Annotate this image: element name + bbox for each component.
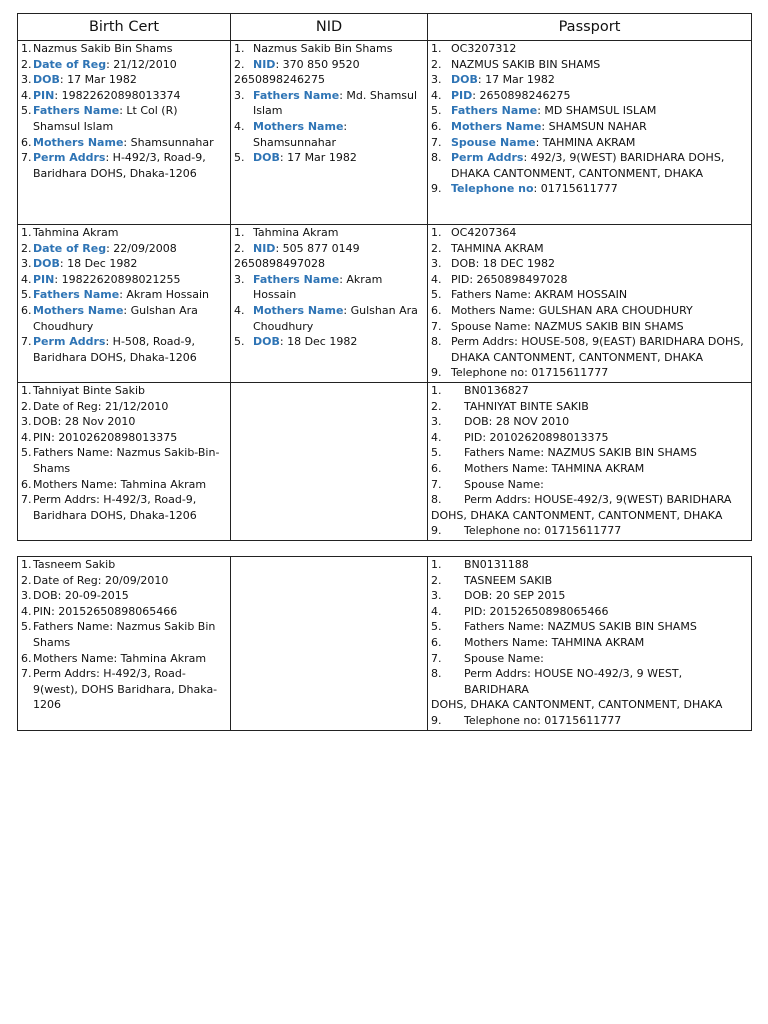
passport-list <box>431 557 749 729</box>
list-item: 2. TAHMINA AKRAM <box>431 241 544 255</box>
list-item: 4. PID: 20102620898013375 <box>431 430 609 444</box>
birth-cert-cell <box>18 557 231 731</box>
list-item: 8. Perm Addrs: HOUSE-508, 9(EAST) BARIDHARA DOHS, DHAKA CANTONMENT, CANTONMENT, DHAKA <box>431 335 744 364</box>
list-item: 4. PIN: 19822620898021255 <box>21 272 181 286</box>
list-item: 1. OC4207364 <box>431 226 517 239</box>
list-item: 1. BN0131188 <box>431 558 529 571</box>
list-item: 5. Fathers Name: NAZMUS SAKIB BIN SHAMS <box>431 620 697 634</box>
list-item: 5. Fathers Name: Lt Col (R) Shamsul Islam <box>21 104 178 133</box>
nid-continuation: 2650898246275 <box>234 73 325 87</box>
birth-cert-list <box>21 41 228 181</box>
header-nid: NID <box>231 14 428 41</box>
list-item: 4. PID: 2650898246275 <box>431 88 571 102</box>
list-item: 6. Mothers Name: Tahmina Akram <box>21 477 207 491</box>
documents-table-continued <box>17 556 752 731</box>
list-item: 5. DOB: 18 Dec 1982 <box>234 335 358 349</box>
list-item: 6. Mothers Name: SHAMSUN NAHAR <box>431 119 647 133</box>
list-item: 4. Mothers Name: Gulshan Ara Choudhury <box>234 303 418 333</box>
header-passport: Passport <box>428 14 752 41</box>
list-item: 8. Perm Addrs: HOUSE-492/3, 9(WEST) BARIDHARA <box>431 493 732 507</box>
header-birth-cert: Birth Cert <box>18 14 231 41</box>
list-item: 7. Spouse Name: <box>431 477 544 491</box>
documents-table <box>17 13 752 541</box>
list-item: 3. Fathers Name: Md. Shamsul Islam <box>234 88 418 118</box>
list-item: 5. Fathers Name: AKRAM HOSSAIN <box>431 288 628 302</box>
list-item: 7. Perm Addrs: H-492/3, Road-9(west), DOHS Baridhara, Dhaka-1206 <box>21 667 218 712</box>
list-item: 4. Mothers Name: Shamsunnahar <box>234 119 348 149</box>
list-item: 7. Perm Addrs: H-492/3, Road-9, Baridhara DOHS, Dhaka-1206 <box>21 493 197 522</box>
list-item: 3. DOB: 28 Nov 2010 <box>21 415 136 429</box>
list-item: 3. DOB: 28 NOV 2010 <box>431 415 570 429</box>
list-item: 1. Tahmina Akram <box>21 226 119 239</box>
birth-cert-cell <box>18 382 231 540</box>
list-item: 4. PID: 20152650898065466 <box>431 604 609 618</box>
list-item: 4. PID: 2650898497028 <box>431 272 568 286</box>
list-item: 4. PIN: 20152650898065466 <box>21 604 178 618</box>
list-item: 3. DOB: 20-09-2015 <box>21 589 129 603</box>
nid-list <box>234 41 425 166</box>
table-row <box>18 225 752 383</box>
table-row <box>18 557 752 731</box>
list-item: 8. Perm Addrs: HOUSE NO-492/3, 9 WEST, BARIDHARA <box>431 667 683 696</box>
birth-cert-list <box>21 383 228 523</box>
nid-cell <box>231 41 428 225</box>
list-item: 1. Nazmus Sakib Bin Shams <box>21 42 173 55</box>
list-item: 5. Fathers Name: Nazmus Sakib Bin Shams <box>21 620 216 649</box>
list-item: 5. Fathers Name: Akram Hossain <box>21 288 210 302</box>
list-item: 4. PIN: 20102620898013375 <box>21 430 178 444</box>
list-item: 2. TAHNIYAT BINTE SAKIB <box>431 399 589 413</box>
birth-cert-cell <box>18 41 231 225</box>
list-item: 9. Telephone no: 01715611777 <box>431 524 622 538</box>
list-item: 2. Date of Reg: 22/09/2008 <box>21 241 177 255</box>
birth-cert-list <box>21 225 228 365</box>
list-item: 3. DOB: 18 DEC 1982 <box>431 257 555 271</box>
nid-cell-empty <box>231 382 428 540</box>
list-item: 2. Date of Reg: 21/12/2010 <box>21 399 169 413</box>
nid-list <box>234 225 425 350</box>
list-item: 1. Tasneem Sakib <box>21 558 116 571</box>
list-item: 3. DOB: 20 SEP 2015 <box>431 589 566 603</box>
list-item: 2. Date of Reg: 21/12/2010 <box>21 57 177 71</box>
list-item: 6. Mothers Name: TAHMINA AKRAM <box>431 635 645 649</box>
list-item: 1. Tahmina Akram <box>234 226 339 239</box>
list-item: 6. Mothers Name: Gulshan Ara Choudhury <box>21 303 198 333</box>
passport-cell <box>428 41 752 225</box>
list-item: 1. Nazmus Sakib Bin Shams <box>234 42 393 55</box>
list-item: 1. Tahniyat Binte Sakib <box>21 383 145 397</box>
nid-continuation: 2650898497028 <box>234 257 325 271</box>
list-item: 5. Fathers Name: NAZMUS SAKIB BIN SHAMS <box>431 446 697 460</box>
list-item: 9. Telephone no: 01715611777 <box>431 366 609 380</box>
list-item: 9. Telephone no: 01715611777 <box>431 713 622 727</box>
list-item: 1. OC3207312 <box>431 42 517 55</box>
nid-cell <box>231 225 428 383</box>
list-item: 2. NID: 505 877 0149 <box>234 241 360 255</box>
list-item: 7. Perm Addrs: H-508, Road-9, Baridhara DOHS, Dhaka-1206 <box>21 335 197 364</box>
list-item: 1. BN0136827 <box>431 383 529 397</box>
passport-list <box>431 383 749 539</box>
list-item: 8. Perm Addrs: 492/3, 9(WEST) BARIDHARA DOHS, DHAKA CANTONMENT, CANTONMENT, DHAKA <box>431 151 725 180</box>
list-item: 9. Telephone no: 01715611777 <box>431 182 618 196</box>
list-item: 2. Date of Reg: 20/09/2010 <box>21 573 169 587</box>
list-item: 6. Mothers Name: TAHMINA AKRAM <box>431 461 645 475</box>
passport-list <box>431 41 749 197</box>
list-item: 6. Mothers Name: GULSHAN ARA CHOUDHURY <box>431 303 693 317</box>
list-item: 4. PIN: 19822620898013374 <box>21 88 181 102</box>
list-item: 5. DOB: 17 Mar 1982 <box>234 151 357 165</box>
header-row <box>18 14 752 41</box>
list-item: 2. TASNEEM SAKIB <box>431 573 553 587</box>
list-item: 7. Spouse Name: NAZMUS SAKIB BIN SHAMS <box>431 319 684 333</box>
nid-cell-empty <box>231 557 428 731</box>
table-row <box>18 382 752 540</box>
list-item: 3. DOB: 17 Mar 1982 <box>21 73 137 87</box>
passport-cell <box>428 225 752 383</box>
list-item-continuation: DOHS, DHAKA CANTONMENT, CANTONMENT, DHAKA <box>431 508 723 522</box>
list-item: 3. DOB: 17 Mar 1982 <box>431 73 555 87</box>
table-row <box>18 41 752 225</box>
list-item: 3. Fathers Name: Akram Hossain <box>234 272 383 302</box>
list-item: 7. Perm Addrs: H-492/3, Road-9, Baridhara DOHS, Dhaka-1206 <box>21 151 206 180</box>
list-item: 5. Fathers Name: MD SHAMSUL ISLAM <box>431 104 657 118</box>
list-item: 3. DOB: 18 Dec 1982 <box>21 257 138 271</box>
passport-cell <box>428 557 752 731</box>
passport-cell <box>428 382 752 540</box>
list-item: 2. NAZMUS SAKIB BIN SHAMS <box>431 57 601 71</box>
list-item: 7. Spouse Name: <box>431 651 544 665</box>
list-item: 7. Spouse Name: TAHMINA AKRAM <box>431 135 636 149</box>
list-item: 6. Mothers Name: Shamsunnahar <box>21 135 214 149</box>
passport-list <box>431 225 749 381</box>
list-item: 6. Mothers Name: Tahmina Akram <box>21 651 207 665</box>
birth-cert-list <box>21 557 228 713</box>
birth-cert-cell <box>18 225 231 383</box>
list-item: 2. NID: 370 850 9520 <box>234 57 360 71</box>
list-item-continuation: DOHS, DHAKA CANTONMENT, CANTONMENT, DHAKA <box>431 698 723 712</box>
list-item: 5. Fathers Name: Nazmus Sakib-Bin-Shams <box>21 446 220 475</box>
